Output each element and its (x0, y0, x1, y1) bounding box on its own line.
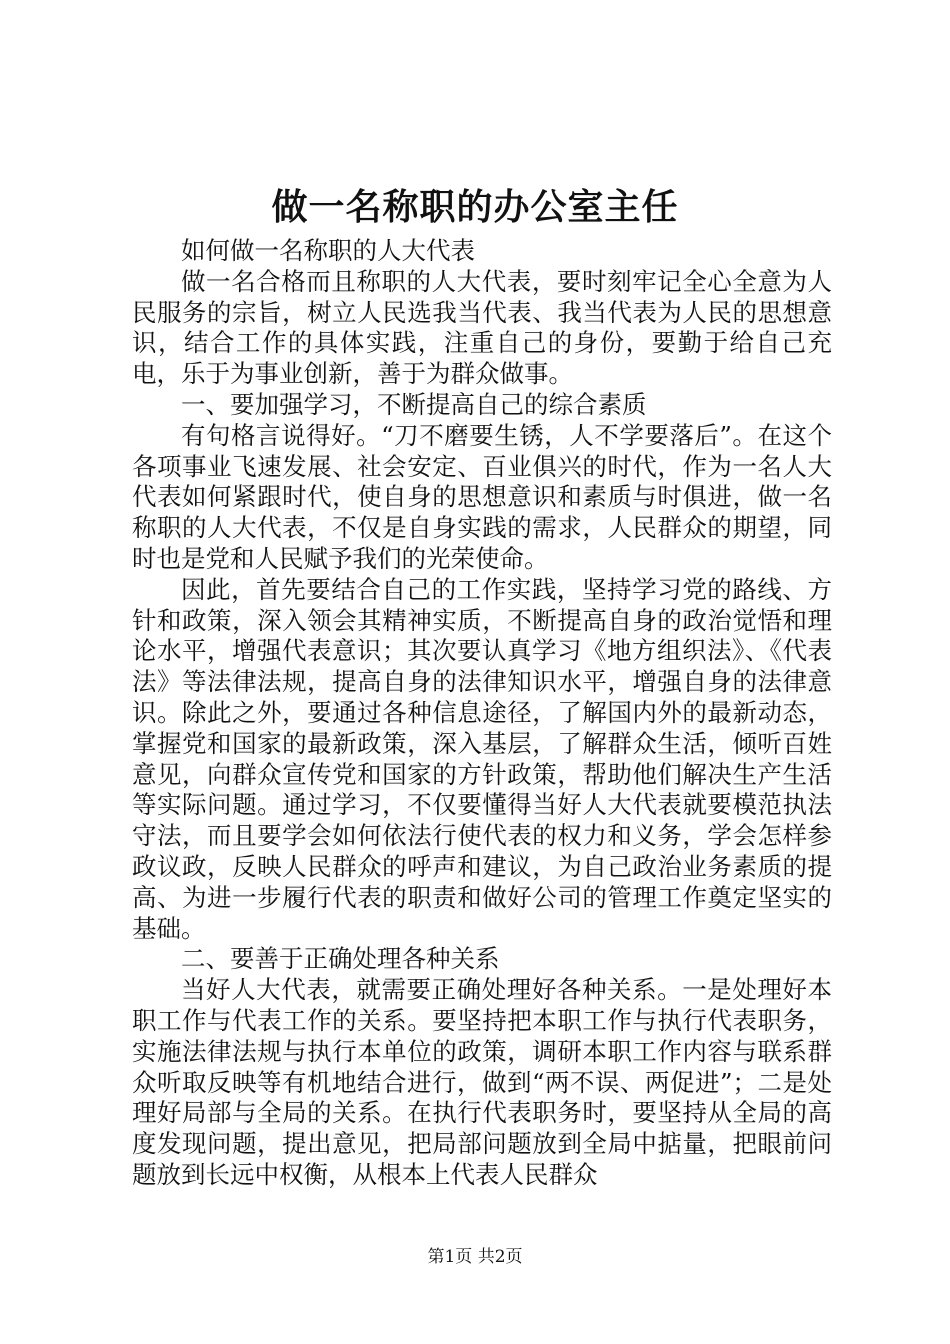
body-paragraph: 当好人大代表，就需要正确处理好各种关系。一是处理好本职工作与代表工作的关系。要坚持把本职工作与执行代表职务，实施法律法规与执行本单位的政策，调研本职工作内容与联系群众听取反映等有机地结合进行，做到“两不误、两促进”；二是处理好局部与全局的关系。在执行代表职务时，要坚持从全局的高度发现问题，提出意见，把局部问题放到全局中掂量，把眼前问题放到长远中权衡，从根本上代表人民群众 (132, 975, 832, 1189)
document-body (132, 236, 832, 1191)
subtitle-paragraph: 如何做一名称职的人大代表 (181, 236, 475, 265)
document-title: 做一名称职的办公室主任 (271, 187, 679, 228)
body-paragraph: 因此，首先要结合自己的工作实践，坚持学习党的路线、方针和政策，深入领会其精神实质，不断提高自身的政治觉悟和理论水平，增强代表意识；其次要认真学习《地方组织法》、《代表法》等法律法规，提高自身的法律知识水平，增强自身的法律意识。除此之外，要通过各种信息途径，了解国内外的最新动态，掌握党和国家的最新政策，深入基层，了解群众生活，倾听百姓意见，向群众宣传党和国家的方针政策，帮助他们解决生产生活等实际问题。通过学习，不仅要懂得当好人大代表就要模范执法守法，而且要学会如何依法行使代表的权力和义务，学会怎样参政议政，反映人民群众的呼声和建议，为自己政治业务素质的提高、为进一步履行代表的职责和做好公司的管理工作奠定坚实的基础。 (132, 574, 832, 943)
intro-paragraph: 做一名合格而且称职的人大代表，要时刻牢记全心全意为人民服务的宗旨，树立人民选我当代表、我当代表为人民的思想意识，结合工作的具体实践，注重自己的身份，要勤于给自己充电，乐于为事业创新，善于为群众做事。 (132, 266, 832, 389)
section-heading-1: 一、要加强学习，不断提高自己的综合素质 (181, 389, 647, 419)
body-paragraph: 有句格言说得好。“刀不磨要生锈，人不学要落后”。在这个各项事业飞速发展、社会安定、百业俱兴的时代，作为一名人大代表如何紧跟时代，使自身的思想意识和素质与时俱进，做一名称职的人大代表，不仅是自身实践的需求，人民群众的期望，同时也是党和人民赋予我们的光荣使命。 (132, 420, 832, 573)
page-footer: 第1页 共2页 (427, 1247, 523, 1267)
section-heading-2: 二、要善于正确处理各种关系 (181, 944, 500, 974)
